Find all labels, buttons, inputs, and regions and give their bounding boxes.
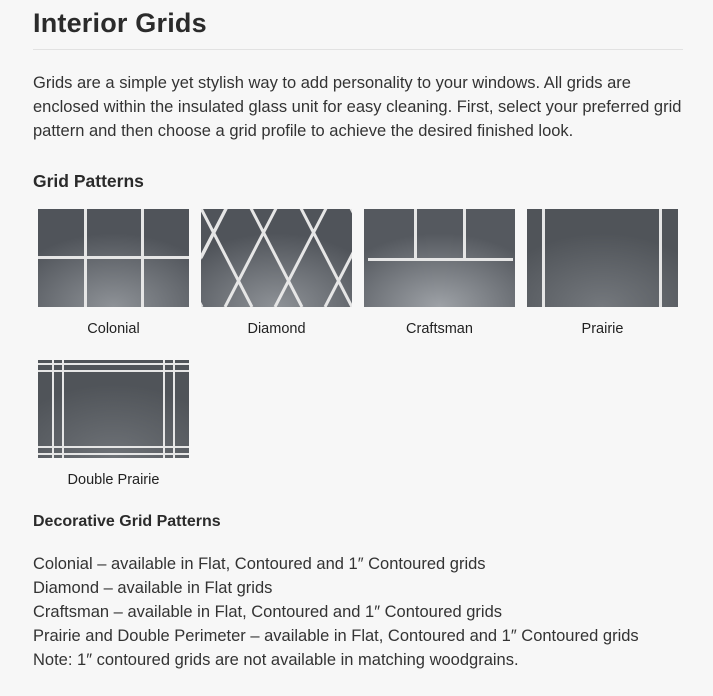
pattern-diamond[interactable] [201, 209, 352, 337]
pattern-label: Double Prairie [67, 472, 160, 488]
pattern-label: Craftsman [406, 321, 473, 337]
pattern-colonial[interactable] [38, 209, 189, 337]
pattern-label: Colonial [87, 321, 140, 337]
decorative-patterns-list [33, 552, 639, 672]
pattern-craftsman[interactable] [364, 209, 515, 337]
pattern-label: Prairie [581, 321, 624, 337]
pattern-prairie[interactable] [527, 209, 678, 337]
double-prairie-grid-image [38, 360, 189, 458]
list-item: Note: 1″ contoured grids are not available in matching woodgrains. [33, 651, 519, 669]
list-item: Diamond – available in Flat grids [33, 579, 273, 597]
pattern-label: Diamond [247, 321, 306, 337]
colonial-grid-image [38, 209, 189, 307]
intro-paragraph: Grids are a simple yet stylish way to add personality to your windows. All grids are enclosed within the insulated glass unit for easy cleaning. First, select your preferred grid pattern and then choose a grid profile to achieve the desired finished look. [33, 74, 682, 140]
decorative-patterns-heading: Decorative Grid Patterns [33, 513, 221, 530]
page-title: Interior Grids [33, 8, 207, 38]
list-item: Colonial – available in Flat, Contoured and 1″ Contoured grids [33, 555, 486, 573]
list-item: Craftsman – available in Flat, Contoured and 1″ Contoured grids [33, 603, 503, 621]
title-divider [33, 49, 683, 50]
list-item: Prairie and Double Perimeter – available in Flat, Contoured and 1″ Contoured grids [33, 627, 639, 645]
grid-patterns-heading: Grid Patterns [33, 171, 144, 191]
diamond-grid-image [201, 209, 352, 307]
prairie-grid-image [527, 209, 678, 307]
craftsman-grid-image [364, 209, 515, 307]
pattern-double-prairie[interactable] [38, 360, 189, 488]
